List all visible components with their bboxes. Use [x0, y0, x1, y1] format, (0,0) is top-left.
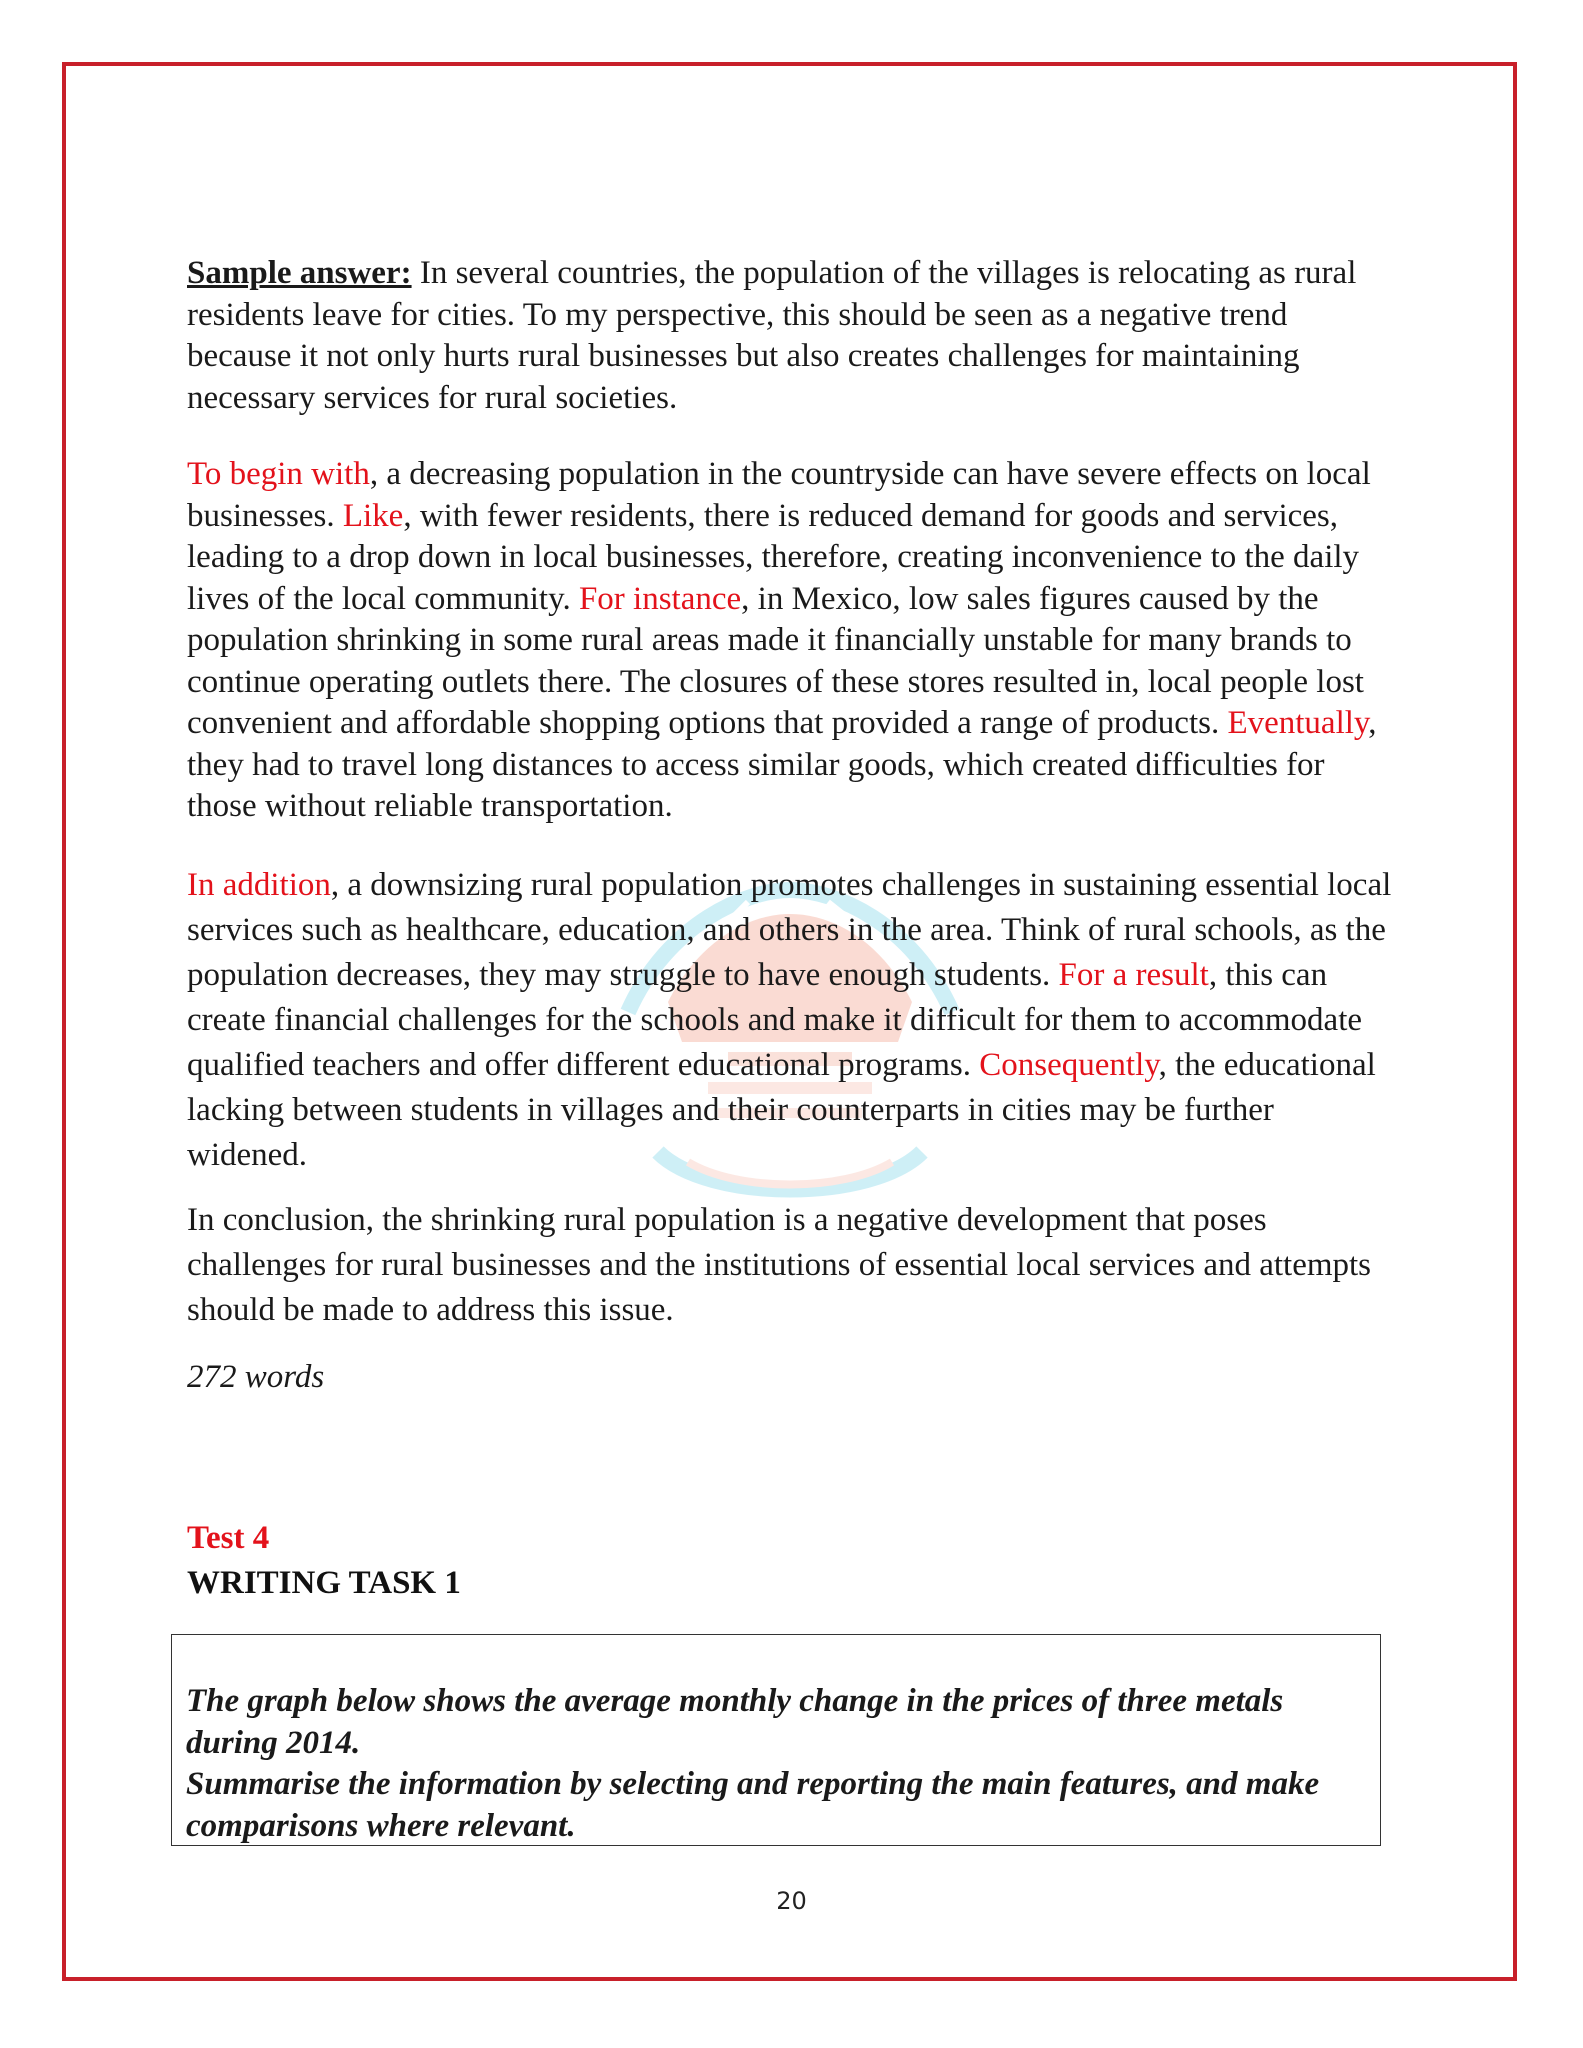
body1-text-4: , they had to travel long distances to access similar goods, which created difficulties for those without reliable transportation. [187, 705, 1377, 824]
task-heading: WRITING TASK 1 [187, 1565, 461, 1601]
body2-text-2: , this can create financial challenges for the schools and make it difficult for them to accommodate qualified teachers and offer different educational programs. [187, 956, 1363, 1083]
word-count: 272 words [187, 1358, 325, 1395]
page-number: 20 [776, 1887, 807, 1915]
body2-text-1: , a downsizing rural population promotes challenges in sustaining essential local services such as healthcare, education, and others in the area. Think of rural schools, as the population decreases, they may struggle to have enough students. [187, 866, 1392, 993]
body-paragraph-1 [187, 454, 1397, 828]
connector-for-a-result: For a result [1058, 956, 1209, 993]
body-paragraph-2 [187, 863, 1397, 1178]
body2-text-3: , the educational lacking between students in villages and their counterparts in cities may be further widened. [187, 1046, 1376, 1173]
conclusion-paragraph: In conclusion, the shrinking rural population is a negative development that poses challenges for rural businesses and the institutions of essential local services and attempts should be made to address this issue. [187, 1201, 1372, 1328]
connector-in-addition: In addition [187, 866, 331, 903]
essay [187, 253, 1397, 1398]
test-heading: Test 4 [187, 1520, 270, 1556]
body1-text-3: , in Mexico, low sales figures caused by the population shrinking in some rural areas made it financially unstable for many brands to continue operating outlets there. The closures of these stores resulted in, local people lost convenient and affordable shopping options that provided a range of products. [187, 580, 1364, 741]
task-prompt-box [171, 1634, 1381, 1846]
connector-like: Like [342, 497, 404, 534]
task-prompt-line-2: Summarise the information by selecting and reporting the main features, and make comparisons where relevant. [186, 1766, 1320, 1844]
sample-answer-label: Sample answer: [187, 255, 412, 291]
connector-eventually: Eventually [1227, 705, 1369, 741]
connector-consequently: Consequently [979, 1046, 1159, 1083]
body1-text-1: , a decreasing population in the countryside can have severe effects on local businesses. [187, 456, 1371, 534]
task-prompt-line-1: The graph below shows the average monthly change in the prices of three metals during 2014. [186, 1683, 1284, 1761]
body1-text-2: , with fewer residents, there is reduced demand for goods and services, leading to a drop down in local businesses, therefore, creating inconvenience to the daily lives of the local community. [187, 497, 1360, 617]
connector-to-begin-with: To begin with [187, 456, 370, 492]
intro-paragraph [187, 253, 1397, 419]
intro-text: In several countries, the population of the villages is relocating as rural residents leave for cities. To my perspective, this should be seen as a negative trend because it not only hurts rural businesses but also creates challenges for maintaining necessary services for rural societies. [187, 255, 1357, 416]
connector-for-instance: For instance [578, 580, 742, 617]
